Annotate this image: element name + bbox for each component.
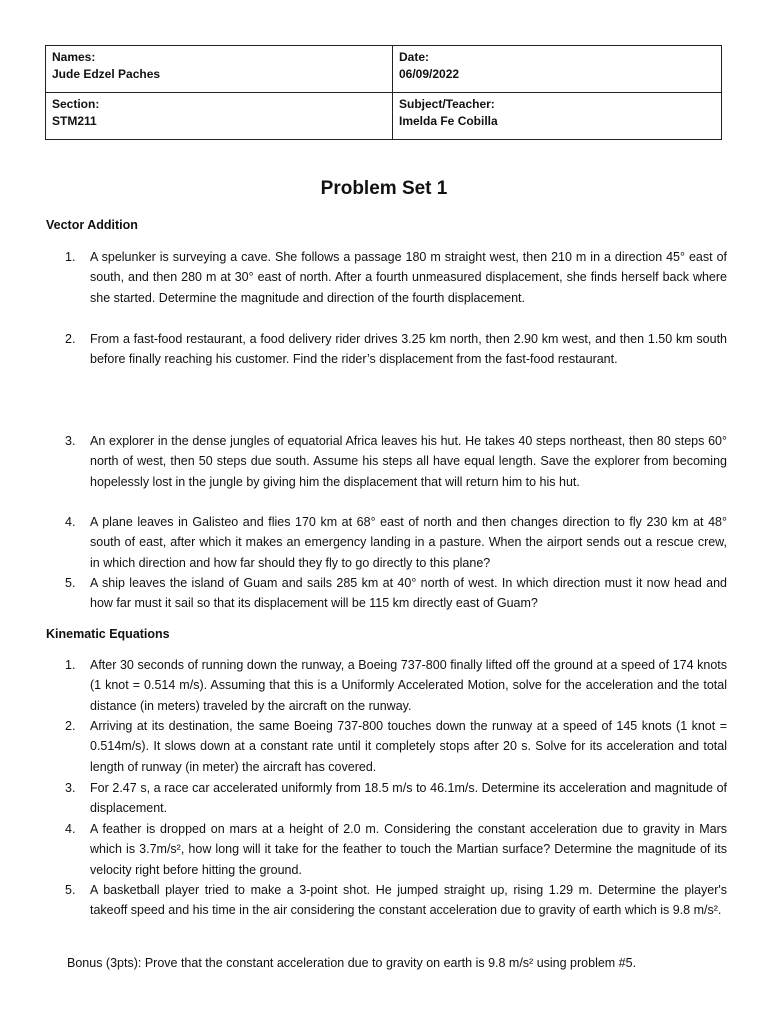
page-title: Problem Set 1 [320, 178, 448, 199]
header-info-table [45, 45, 722, 140]
names-label: Names: [52, 50, 96, 64]
problem-text: A basketball player tried to make a 3-point shot. He jumped straight up, rising 1.29 m. Determine the player's takeoff speed and his time in the air considering the constant acceleration due to gravity of earth which is 9.8 m/s². [90, 883, 727, 918]
section-value: STM211 [52, 114, 97, 128]
problem-text: An explorer in the dense jungles of equatorial Africa leaves his hut. He takes 40 steps northeast, then 80 steps 60° north of west, then 50 steps due south. Assume his steps all have equal length. Save the explorer from becoming hopelessly lost in the jungle by giving him the displacement that will return him to his hut. [90, 434, 727, 489]
kinematic-problem-2 [65, 716, 727, 777]
vector-problem-1 [65, 247, 727, 308]
date-label: Date: [399, 50, 430, 64]
problem-number: 5. [65, 883, 76, 897]
problem-text: A feather is dropped on mars at a height of 2.0 m. Considering the constant acceleration due to gravity in Mars which is 3.7m/s², how long will it take for the feather to touch the Martian surface? Determine the magnitude of its velocity right before hitting the ground. [90, 822, 727, 877]
problem-number: 3. [65, 434, 76, 448]
section-label: Section: [52, 97, 100, 111]
vector-problem-4 [65, 512, 727, 573]
problem-text: After 30 seconds of running down the runway, a Boeing 737-800 finally lifted off the ground at a speed of 174 knots (1 knot = 0.514 m/s). Assuming that this is a Uniformly Accelerated Motion, solve for the acceleration and the total distance (in meters) traveled by the aircraft on the runway. [90, 658, 727, 713]
kinematic-equations-heading: Kinematic Equations [46, 627, 170, 641]
date-cell [393, 46, 722, 93]
problem-text: For 2.47 s, a race car accelerated uniformly from 18.5 m/s to 46.1m/s. Determine its acceleration and magnitude of displacement. [90, 781, 727, 816]
problem-text: Arriving at its destination, the same Boeing 737-800 touches down the runway at a speed of 145 knots (1 knot = 0.514m/s). It slows down at a constant rate until it completely stops after 20 s. Solve for its acceleration and total length of runway (in meter) the aircraft has covered. [90, 719, 727, 774]
problem-text: A spelunker is surveying a cave. She follows a passage 180 m straight west, then 210 m in a direction 45° east of south, and then 280 m at 30° east of north. After a fourth unmeasured displacement, she finds herself back where she started. Determine the magnitude and direction of the fourth displacement. [90, 250, 727, 305]
kinematic-problem-3 [65, 778, 727, 819]
kinematic-problem-4 [65, 819, 727, 880]
problem-number: 4. [65, 515, 76, 529]
problem-number: 4. [65, 822, 76, 836]
kinematic-problem-1 [65, 655, 727, 716]
problem-number: 1. [65, 250, 76, 264]
section-cell [46, 93, 393, 140]
problem-number: 2. [65, 332, 76, 346]
names-value: Jude Edzel Paches [52, 67, 161, 81]
date-value: 06/09/2022 [399, 67, 460, 81]
vector-problem-3 [65, 431, 727, 492]
bonus-problem: Bonus (3pts): Prove that the constant acceleration due to gravity on earth is 9.8 m/s² using problem #5. [67, 956, 637, 970]
problem-text: From a fast-food restaurant, a food delivery rider drives 3.25 km north, then 2.90 km west, and then 1.50 km south before finally reaching his customer. Find the rider’s displacement from the fast-food restaurant. [90, 332, 727, 367]
problem-text: A ship leaves the island of Guam and sails 285 km at 40° north of west. In which direction must it now head and how far must it sail so that its displacement will be 115 km directly east of Guam? [90, 576, 727, 611]
vector-addition-heading: Vector Addition [46, 218, 138, 232]
kinematic-problem-5 [65, 880, 727, 921]
subject-label: Subject/Teacher: [399, 97, 495, 111]
subject-value: Imelda Fe Cobilla [399, 114, 498, 128]
problem-number: 3. [65, 781, 76, 795]
vector-problem-5 [65, 573, 727, 614]
subject-cell [393, 93, 722, 140]
problem-number: 2. [65, 719, 76, 733]
vector-problem-2 [65, 329, 727, 370]
problem-number: 5. [65, 576, 76, 590]
problem-number: 1. [65, 658, 76, 672]
problem-text: A plane leaves in Galisteo and flies 170 km at 68° east of north and then changes direction to fly 230 km at 48° south of east, after which it makes an emergency landing in a pasture. When the airport sends out a rescue crew, in which direction and how far should they fly to go directly to this plane? [90, 515, 727, 570]
names-cell [46, 46, 393, 93]
